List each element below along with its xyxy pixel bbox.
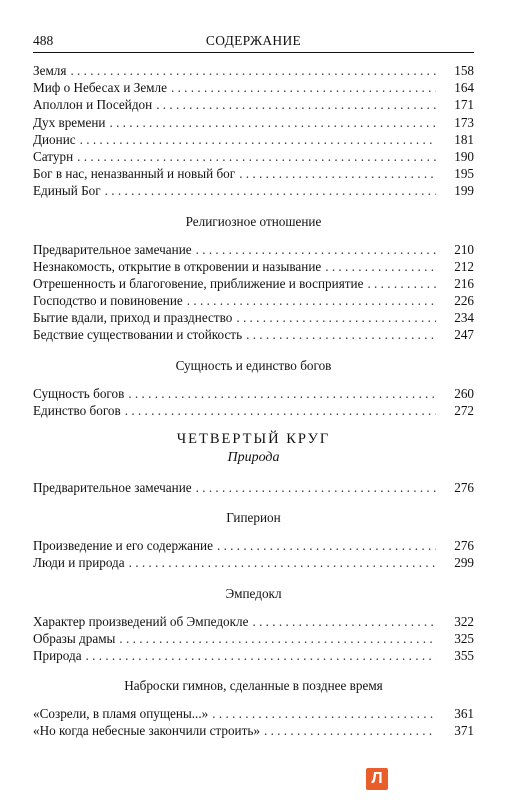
toc-entry-page: 299 (454, 555, 474, 571)
section-heading: Наброски гимнов, сделанные в позднее время (124, 678, 383, 694)
leader-dots (109, 114, 436, 131)
page-header (33, 30, 474, 53)
toc-entry[interactable] (33, 165, 474, 182)
toc-entry[interactable] (33, 96, 474, 113)
toc-entry-title: Единство богов (33, 402, 121, 418)
leader-dots (156, 96, 436, 113)
toc-entry-page: 173 (454, 114, 474, 130)
toc-group (33, 537, 474, 571)
toc-entry-title: Природа (33, 647, 82, 663)
section-heading: Гиперион (226, 510, 281, 526)
toc-entry-page: 210 (454, 241, 474, 257)
leader-dots (264, 722, 436, 739)
toc-entry-page: 212 (454, 258, 474, 274)
toc-entry-page: 325 (454, 630, 474, 646)
toc-entry-page: 171 (454, 97, 474, 113)
running-title: СОДЕРЖАНИЕ (205, 33, 302, 48)
toc-entry-title: Отрешенность и благоговение, приближение и восприятие (33, 275, 364, 291)
toc-entry[interactable] (33, 537, 474, 554)
toc-entry[interactable] (33, 385, 474, 402)
toc-entry-title: Сатурн (33, 148, 74, 164)
toc-entry[interactable] (33, 326, 474, 343)
toc-group (33, 385, 474, 419)
leader-dots (119, 630, 436, 647)
toc-entry-page: 216 (454, 275, 474, 291)
toc-entry[interactable] (33, 275, 474, 292)
toc-entry-title: Бытие вдали, приход и празднество (33, 310, 233, 326)
toc-entry[interactable] (33, 613, 474, 630)
leader-dots (196, 479, 436, 496)
toc-entry[interactable] (33, 647, 474, 664)
toc-entry[interactable] (33, 554, 474, 571)
leader-dots (171, 79, 436, 96)
leader-dots (239, 165, 436, 182)
toc-entry[interactable] (33, 258, 474, 275)
toc-entry[interactable] (33, 292, 474, 309)
section-heading: Религиозное отношение (185, 213, 322, 229)
toc-entry-page: 371 (454, 723, 474, 739)
toc-entry-page: 260 (454, 385, 474, 401)
toc-entry[interactable] (33, 114, 474, 131)
leader-dots (252, 613, 436, 630)
table-of-contents (33, 62, 474, 740)
toc-entry-page: 247 (454, 327, 474, 343)
leader-dots (212, 705, 436, 722)
leader-dots (80, 131, 436, 148)
toc-entry-title: Миф о Небесах и Земле (33, 80, 167, 96)
toc-entry-page: 195 (454, 166, 474, 182)
leader-dots (236, 309, 436, 326)
toc-entry-page: 276 (454, 538, 474, 554)
toc-entry-title: Бог в нас, неназванный и новый бог (33, 166, 236, 182)
toc-entry-title: «Созрели, в пламя опущены...» (33, 706, 209, 722)
section-heading: Сущность и единство богов (175, 357, 332, 373)
toc-entry-page: 272 (454, 402, 474, 418)
leader-dots (86, 647, 436, 664)
toc-entry-page: 181 (454, 131, 474, 147)
toc-entry[interactable] (33, 241, 474, 258)
toc-entry-title: Дух времени (33, 114, 106, 130)
toc-entry-page: 355 (454, 647, 474, 663)
toc-entry[interactable] (33, 309, 474, 326)
toc-entry-title: Единый Бог (33, 183, 101, 199)
toc-entry[interactable] (33, 479, 474, 496)
leader-dots (125, 402, 436, 419)
toc-entry[interactable] (33, 131, 474, 148)
leader-dots (217, 537, 436, 554)
toc-entry-title: Предварительное замечание (33, 241, 192, 257)
part-title: ЧЕТВЕРТЫЙ КРУГ (176, 431, 331, 447)
toc-entry-title: Дионис (33, 131, 76, 147)
section-heading: Эмпедокл (225, 585, 282, 601)
leader-dots (128, 385, 436, 402)
leader-dots (187, 292, 436, 309)
leader-dots (77, 148, 436, 165)
toc-entry-title: Аполлон и Посейдон (33, 97, 153, 113)
toc-entry-page: 158 (454, 63, 474, 78)
part-subtitle: Природа (227, 450, 280, 465)
leader-dots (325, 258, 436, 275)
toc-group (33, 241, 474, 344)
toc-entry[interactable] (33, 62, 474, 79)
toc-entry[interactable] (33, 148, 474, 165)
toc-entry[interactable] (33, 182, 474, 199)
toc-entry-title: Образы драмы (33, 630, 116, 646)
toc-entry-title: «Но когда небесные закончили строить» (33, 723, 260, 739)
leader-dots (70, 62, 436, 79)
page-number: 488 (33, 33, 54, 48)
toc-group (33, 62, 474, 200)
toc-entry-title: Сущность богов (33, 385, 125, 401)
toc-group (33, 705, 474, 739)
toc-entry[interactable] (33, 705, 474, 722)
toc-entry-title: Господство и повиновение (33, 293, 183, 309)
toc-group (33, 613, 474, 665)
leader-dots (246, 326, 436, 343)
toc-entry-page: 164 (454, 80, 474, 96)
toc-entry-title: Характер произведений об Эмпедокле (33, 613, 249, 629)
toc-entry-page: 199 (454, 183, 474, 199)
toc-entry-page: 322 (454, 613, 474, 629)
toc-entry[interactable] (33, 630, 474, 647)
toc-entry-page: 234 (454, 310, 474, 326)
toc-entry-page: 226 (454, 293, 474, 309)
toc-entry-title: Незнакомость, открытие в откровении и называние (33, 258, 322, 274)
toc-entry[interactable] (33, 79, 474, 96)
toc-entry[interactable] (33, 722, 474, 739)
toc-entry-page: 190 (454, 148, 474, 164)
toc-entry-page: 361 (454, 706, 474, 722)
leader-dots (196, 241, 436, 258)
toc-entry[interactable] (33, 402, 474, 419)
toc-entry-title: Произведение и его содержание (33, 538, 213, 554)
leader-dots (105, 182, 436, 199)
toc-entry-title: Земля (33, 63, 67, 78)
toc-entry-title: Бедствие существовании и стойкость (33, 327, 243, 343)
toc-entry-title: Люди и природа (33, 555, 125, 571)
publisher-logo-icon: Л (366, 768, 388, 790)
toc-entry-title: Предварительное замечание (33, 480, 192, 495)
leader-dots (129, 554, 436, 571)
toc-group (33, 479, 474, 496)
leader-dots (367, 275, 436, 292)
toc-entry-page: 276 (454, 480, 474, 495)
